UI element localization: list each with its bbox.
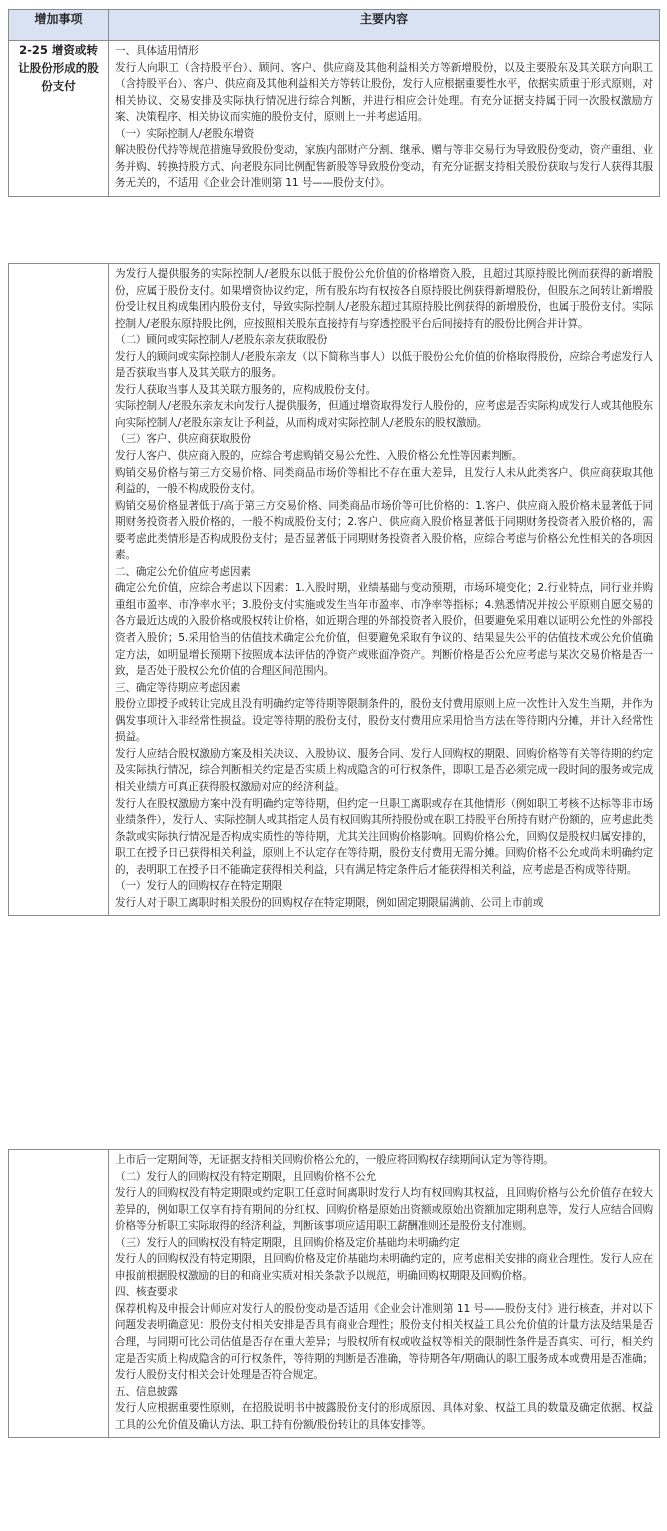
content-paragraph: 一、具体适用情形 — [115, 45, 199, 57]
content-paragraph: 确定公允价值，应综合考虑以下因素：1.入股时期，业绩基础与变动预期，市场环境变化；2.行业特点，同行业并购重组市盈率、市净率水平；3.股份支付实施或发生当年市盈率、市净率等指标；4.熟悉情况并按公平原则自愿交易的各方最近达成的入股价格或股权转让价格，如近期合理的外部投资者入股价，但要避免采用难以证明公允性的外部投资者入股价；5.采用恰当的估值技术确定公允价值，但要避免采取有争议的、结果显失公平的估值技术或公允价值确定方法，如明显增长预期下按照成本法评估的净资产或账面净资产。判断价格是否公允应考虑与某次交易价格是否一致，是否处于股权公允价值的合理区间范围内。 — [115, 582, 653, 678]
content-paragraph: （三）客户、供应商获取股份 — [115, 433, 251, 446]
content-paragraph: 发行人的回购权没有特定期限或约定职工任意时间离职时发行人均有权回购其权益，且回购价格与公允价值存在较大差异的，例如职工仅享有持有期间的分红权、回购价格是原始出资额或原始出资额加定期利息等，发行人应结合回购价格等分析职工实际取得的经济利益，判断该事项应适用职工薪酬准则还是股份支付准则。 — [115, 1187, 653, 1233]
table-row — [9, 264, 660, 916]
content-paragraph: 上市后一定期间等，无证据支持相关回购价格公允的，一般应将回购权存续期间认定为等待期。 — [115, 1154, 554, 1166]
content-paragraph: （二）发行人的回购权没有特定期限，且回购价格不公允 — [115, 1170, 377, 1183]
content-paragraph: （一）发行人的回购权存在特定期限 — [115, 880, 283, 893]
content-paragraph: 发行人的顾问或实际控制人/老股东亲友（以下简称当事人）以低于股份公允价值的价格取得股份，应综合考虑发行人是否获取当事人及其关联方的服务。 — [115, 350, 653, 380]
content-paragraph: 解决股份代持等规范措施导致股份变动，家族内部财产分割、继承、赠与等非交易行为导致股份变动，资产重组、业务并购、转换持股方式、向老股东同比例配售新股等导致股份变动，有充分证据支持相关股份获取与发行人获得其服务无关的，不适用《企业会计准则第 11 号——股份支付》。 — [115, 144, 653, 190]
content-paragraph: 为发行人提供服务的实际控制人/老股东以低于股份公允价值的价格增资入股，且超过其原持股比例而获得的新增股份，应属于股份支付。如果增资协议约定，所有股东均有权按各自原持股比例获得新增股份，但股东之间转让新增股份受让权且构成集团内股份支付，导致实际控制人/老股东超过其原持股比例获得的新增股份，也属于股份支付。实际控制人/老股东原持股比例，应按照相关股东直接持有与穿透控股平台后间接持有的股份比例合并计算。 — [115, 268, 653, 330]
content-paragraph: 二、确定公允价值应考虑因素 — [115, 565, 251, 578]
content-paragraph: （一）实际控制人/老股东增资 — [115, 127, 255, 140]
content-paragraph: 发行人在股权激励方案中没有明确约定等待期，但约定一旦职工离职或存在其他情形（例如职工考核不达标等非市场业绩条件），发行人、实际控制人或其指定人员有权回购其所持股份或在职工持股平台所持有财产份额的，应考虑此类条款或实际执行情况是否构成实质性的等待期，尤其关注回购价格影响。回购价格公允，回购仅是股权归属安排的，职工在授予日已获得相关利益，原则上不认定存在等待期，股份支付费用无需分摊。回购价格不公允或尚未明确约定的，表明职工在授予日不能确定获得相关利益，只有满足特定条件后才能获得相关利益，应考虑是否构成等待期。 — [115, 797, 653, 876]
table-section-3 — [8, 1149, 660, 1438]
content-paragraph: 发行人向职工（含持股平台）、顾问、客户、供应商及其他利益相关方等新增股份，以及主要股东及其关联方向职工（含持股平台）、客户、供应商及其他利益相关方等转让股份，发行人应根据重要性水平，依据实质重于形式原则，对相关协议、交易安排及实际执行情况进行综合判断，并进行相应会计处理。有充分证据支持属于同一次股权激励方案、决策程序、相关协议而实施的股份支付，原则上一并考虑适用。 — [115, 61, 653, 124]
content-paragraph: 发行人应根据重要性原则，在招股说明书中披露股份支付的形成原因、具体对象、权益工具的数量及确定依据、权益工具的公允价值及确认方法、职工持有份额/股份转让的具体安排等。 — [115, 1402, 653, 1431]
table-section-1 — [8, 9, 660, 197]
content-paragraph: 购销交易价格显著低于/高于第三方交易价格、同类商品市场价等可比价格的：1.客户、供应商入股价格未显著低于同期财务投资者入股价格的，一般不构成股份支付；2.客户、供应商入股价格显著低于同期财务投资者入股价格的，需要考虑此类情形是否构成股份支付；是否显著低于同期财务投资者入股价格，应综合考虑与价格公允性相关的各项因素。 — [115, 499, 653, 562]
header-content-column: 主要内容 — [109, 10, 660, 41]
content-paragraph: 实际控制人/老股东亲友未向发行人提供服务，但通过增资取得发行人股份的，应考虑是否实际构成发行人或其他股东向实际控制人/老股东亲友让予利益，从而构成对实际控制人/老股东的股权激励。 — [115, 400, 653, 429]
table-header-row — [9, 10, 660, 41]
content-paragraph: 三、确定等待期应考虑因素 — [115, 681, 241, 694]
item-cell-empty — [9, 264, 109, 916]
content-paragraph: 发行人对于职工离职时相关股份的回购权存在特定期限，例如固定期限届满前、公司上市前或 — [115, 896, 544, 909]
content-cell — [109, 41, 660, 197]
content-paragraph: （三）发行人的回购权没有特定期限，且回购价格及定价基础均未明确约定 — [115, 1236, 460, 1249]
content-paragraph: 发行人客户、供应商入股的，应综合考虑购销交易公允性、入股价格公允性等因素判断。 — [115, 450, 523, 463]
content-paragraph: 发行人的回购权没有特定期限，且回购价格及定价基础均未明确约定的，应考虑相关安排的商业合理性。发行人应在申报前根据股权激励的目的和商业实质对相关条款予以规范，明确回购权期限及回购价格。 — [115, 1253, 653, 1282]
content-paragraph: 保荐机构及申报会计师应对发行人的股份变动是否适用《企业会计准则第 11 号——股份支付》进行核查，并对以下问题发表明确意见：股份支付相关安排是否具有商业合理性；股份支付相关权益工具公允价值的计量方法及结果是否合理，与同期可比公司估值是否存在重大差异；与股权所有权或收益权等相关的限制性条件是否真实、可行，相关约定是否实质上构成隐含的可行权条件，等待期的判断是否准确，等待期各年/期确认的职工服务成本或费用是否准确；发行人股份支付相关会计处理是否符合规定。 — [115, 1302, 653, 1382]
content-paragraph: 四、核查要求 — [115, 1286, 178, 1299]
item-title-cell: 2-25 增资或转让股份形成的股份支付 — [9, 41, 109, 197]
content-cell — [109, 1150, 660, 1438]
table-row — [9, 1150, 660, 1438]
content-paragraph: 购销交易价格与第三方交易价格、同类商品市场价等相比不存在重大差异，且发行人未从此类客户、供应商获取其他利益的，一般不构成股份支付。 — [115, 466, 653, 496]
content-cell — [109, 264, 660, 916]
content-paragraph: 发行人获取当事人及其关联方服务的，应构成股份支付。 — [115, 383, 377, 396]
content-paragraph: 五、信息披露 — [115, 1385, 178, 1398]
content-paragraph: 发行人应结合股权激励方案及相关决议、入股协议、服务合同、发行人回购权的期限、回购价格等有关等待期的约定及实际执行情况，综合判断相关约定是否实质上构成隐含的可行权条件，即职工是否必须完成一段时间的服务或完成相关业绩方可真正获得股权激励对应的经济利益。 — [115, 747, 653, 793]
content-paragraph: 股份立即授予或转让完成且没有明确约定等待期等限制条件的，股份支付费用原则上应一次性计入发生当期，并作为偶发事项计入非经常性损益。设定等待期的股份支付，股份支付费用应采用恰当方法在等待期内分摊，并计入经常性损益。 — [115, 698, 653, 744]
table-row — [9, 41, 660, 197]
table-section-2 — [8, 263, 660, 916]
header-item-column: 增加事项 — [9, 10, 109, 41]
content-paragraph: （二）顾问或实际控制人/老股东亲友获取股份 — [115, 334, 328, 347]
item-cell-empty — [9, 1150, 109, 1438]
